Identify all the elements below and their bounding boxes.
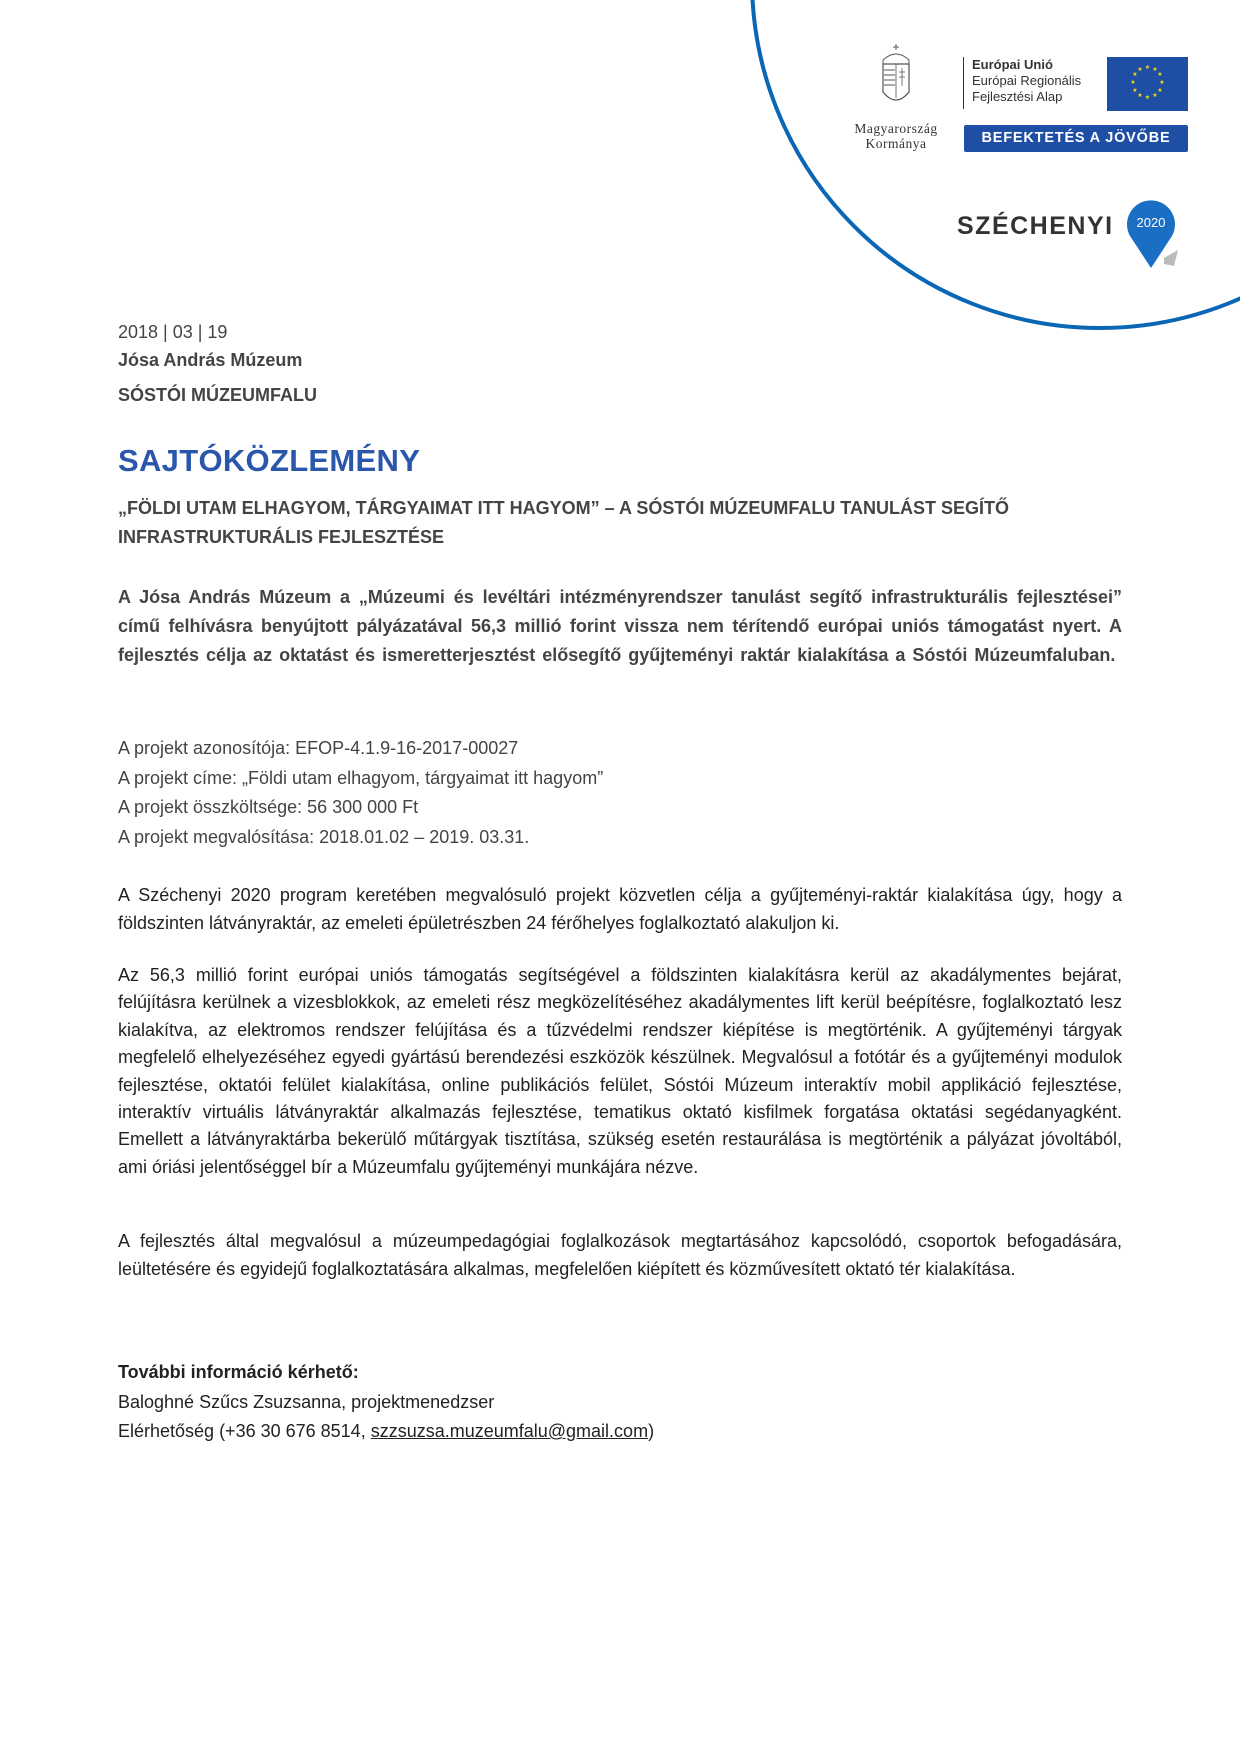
contact-suffix: ) (648, 1421, 655, 1441)
subtitle: „FÖLDI UTAM ELHAGYOM, TÁRGYAIMAT ITT HAGYOM” – A SÓSTÓI MÚZEUMFALU TANULÁST SEGÍTŐ INFRASTRUKTURÁLIS FEJLESZTÉSE (118, 498, 1009, 547)
contact-person: Baloghné Szűcs Zsuzsanna, projektmenedzser (118, 1391, 495, 1412)
contact-phone: Elérhetőség (+36 30 676 8514, (118, 1421, 371, 1441)
contact-block (118, 1358, 654, 1447)
contact-line (118, 1417, 654, 1447)
gov-logo-line1: Magyarország (854, 121, 938, 136)
eu-flag-icon (1107, 57, 1188, 111)
svg-text:★: ★ (1137, 92, 1143, 99)
svg-text:★: ★ (1137, 66, 1143, 73)
svg-text:2020: 2020 (1136, 215, 1166, 230)
svg-text:★: ★ (1157, 87, 1163, 94)
organization-unit: SÓSTÓI MÚZEUMFALU (118, 385, 317, 405)
project-cost: A projekt összköltsége: 56 300 000 Ft (118, 797, 419, 817)
svg-text:★: ★ (1159, 79, 1165, 86)
eu-logo-text (963, 57, 1081, 109)
invest-in-future-banner: BEFEKTETÉS A JÖVŐBE (964, 125, 1188, 152)
body-paragraph: A Széchenyi 2020 program keretében megvalósuló projekt közvetlen célja a gyűjteményi-raktár kialakítása úgy, hogy a földszinten látványraktár, az emeleti épületrészben 24 férőhelyes foglalkoztató alakuljon ki. (118, 885, 1122, 933)
hungarian-government-logo (832, 42, 960, 151)
eu-line3: Fejlesztési Alap (972, 89, 1063, 104)
gov-logo-line2: Kormánya (865, 136, 927, 151)
svg-text:★: ★ (1132, 71, 1138, 78)
contact-heading: További információ kérhető: (118, 1362, 359, 1382)
body-paragraph: A fejlesztés által megvalósul a múzeumpedagógiai foglalkozások megtartásához kapcsolódó, csoportok befogadására, leültetésére és egyidejű foglalkoztatására alkalmas, megfelelően kiépített és közművesített oktató tér kialakítása. (118, 1231, 1122, 1279)
svg-text:★: ★ (1130, 79, 1136, 86)
hungarian-coat-of-arms-icon (875, 42, 917, 112)
header-logos (0, 0, 1240, 300)
szechenyi-2020-pin-icon (1120, 198, 1200, 278)
contact-email-link[interactable]: szzsuzsa.muzeumfalu@gmail.com (370, 1421, 649, 1441)
release-date: 2018 | 03 | 19 (118, 322, 228, 342)
svg-text:★: ★ (1152, 66, 1158, 73)
svg-text:★: ★ (1144, 94, 1151, 101)
eu-line1: Európai Unió (972, 57, 1053, 72)
lead-paragraph: A Jósa András Múzeum a „Múzeumi és levéltári intézményrendszer tanulást segítő infrastrukturális fejlesztései” című felhívásra benyújtott pályázatával 56,3 millió forint vissza nem térítendő európai uniós támogatást nyert. A fejlesztés célja az oktatást és ismeretterjesztést elősegítő gyűjteményi raktár kialakítása a Sóstói Múzeumfaluban. (118, 587, 1122, 665)
eu-line2: Európai Regionális (972, 73, 1082, 88)
project-title: A projekt címe: „Földi utam elhagyom, tárgyaimat itt hagyom” (118, 767, 604, 788)
organization-name: Jósa András Múzeum (118, 350, 303, 370)
project-period: A projekt megvalósítása: 2018.01.02 – 2019. 03.31. (118, 826, 530, 847)
szechenyi-logo-text: SZÉCHENYI (957, 212, 1114, 240)
project-meta (118, 734, 603, 852)
svg-text:★: ★ (1152, 92, 1158, 99)
body-paragraph: Az 56,3 millió forint európai uniós támogatás segítségével a földszinten kialakításra kerül az akadálymentes bejárat, felújításra kerülnek a vizesblokkok, az emeleti rész megközelítéséhez akadálymentes lift kerül beépítésre, foglalkoztató lesz kialakítva, az elektromos rendszer felújítása és a tűzvédelmi rendszer kiépítése is megtörténik. A gyűjteményi tárgyak megfelelő elhelyezéséhez egyedi gyártású berendezési eszközök készülnek. Megvalósul a fotótár és a gyűjteményi modulok fejlesztése, oktatói felület kialakítása, online publikációs felület, Sóstói Múzeum interaktív mobil applikáció fejlesztése, interaktív virtuális látványraktár alkalmazás fejlesztése, tematikus oktató kisfilmek forgatása oktatási segédanyagként. Emellett a látványraktárba bekerülő műtárgyak tisztítása, szükség esetén restaurálása is megtörténik a pályázat jóvoltából, ami óriási jelentőséggel bír a Múzeumfalu gyűjteményi munkájára nézve. (118, 965, 1122, 1177)
svg-text:★: ★ (1144, 64, 1151, 71)
project-id: A projekt azonosítója: EFOP-4.1.9-16-2017-00027 (118, 738, 519, 758)
page-title: SAJTÓKÖZLEMÉNY (118, 443, 421, 478)
svg-text:★: ★ (1132, 87, 1138, 94)
svg-text:★: ★ (1157, 71, 1163, 78)
